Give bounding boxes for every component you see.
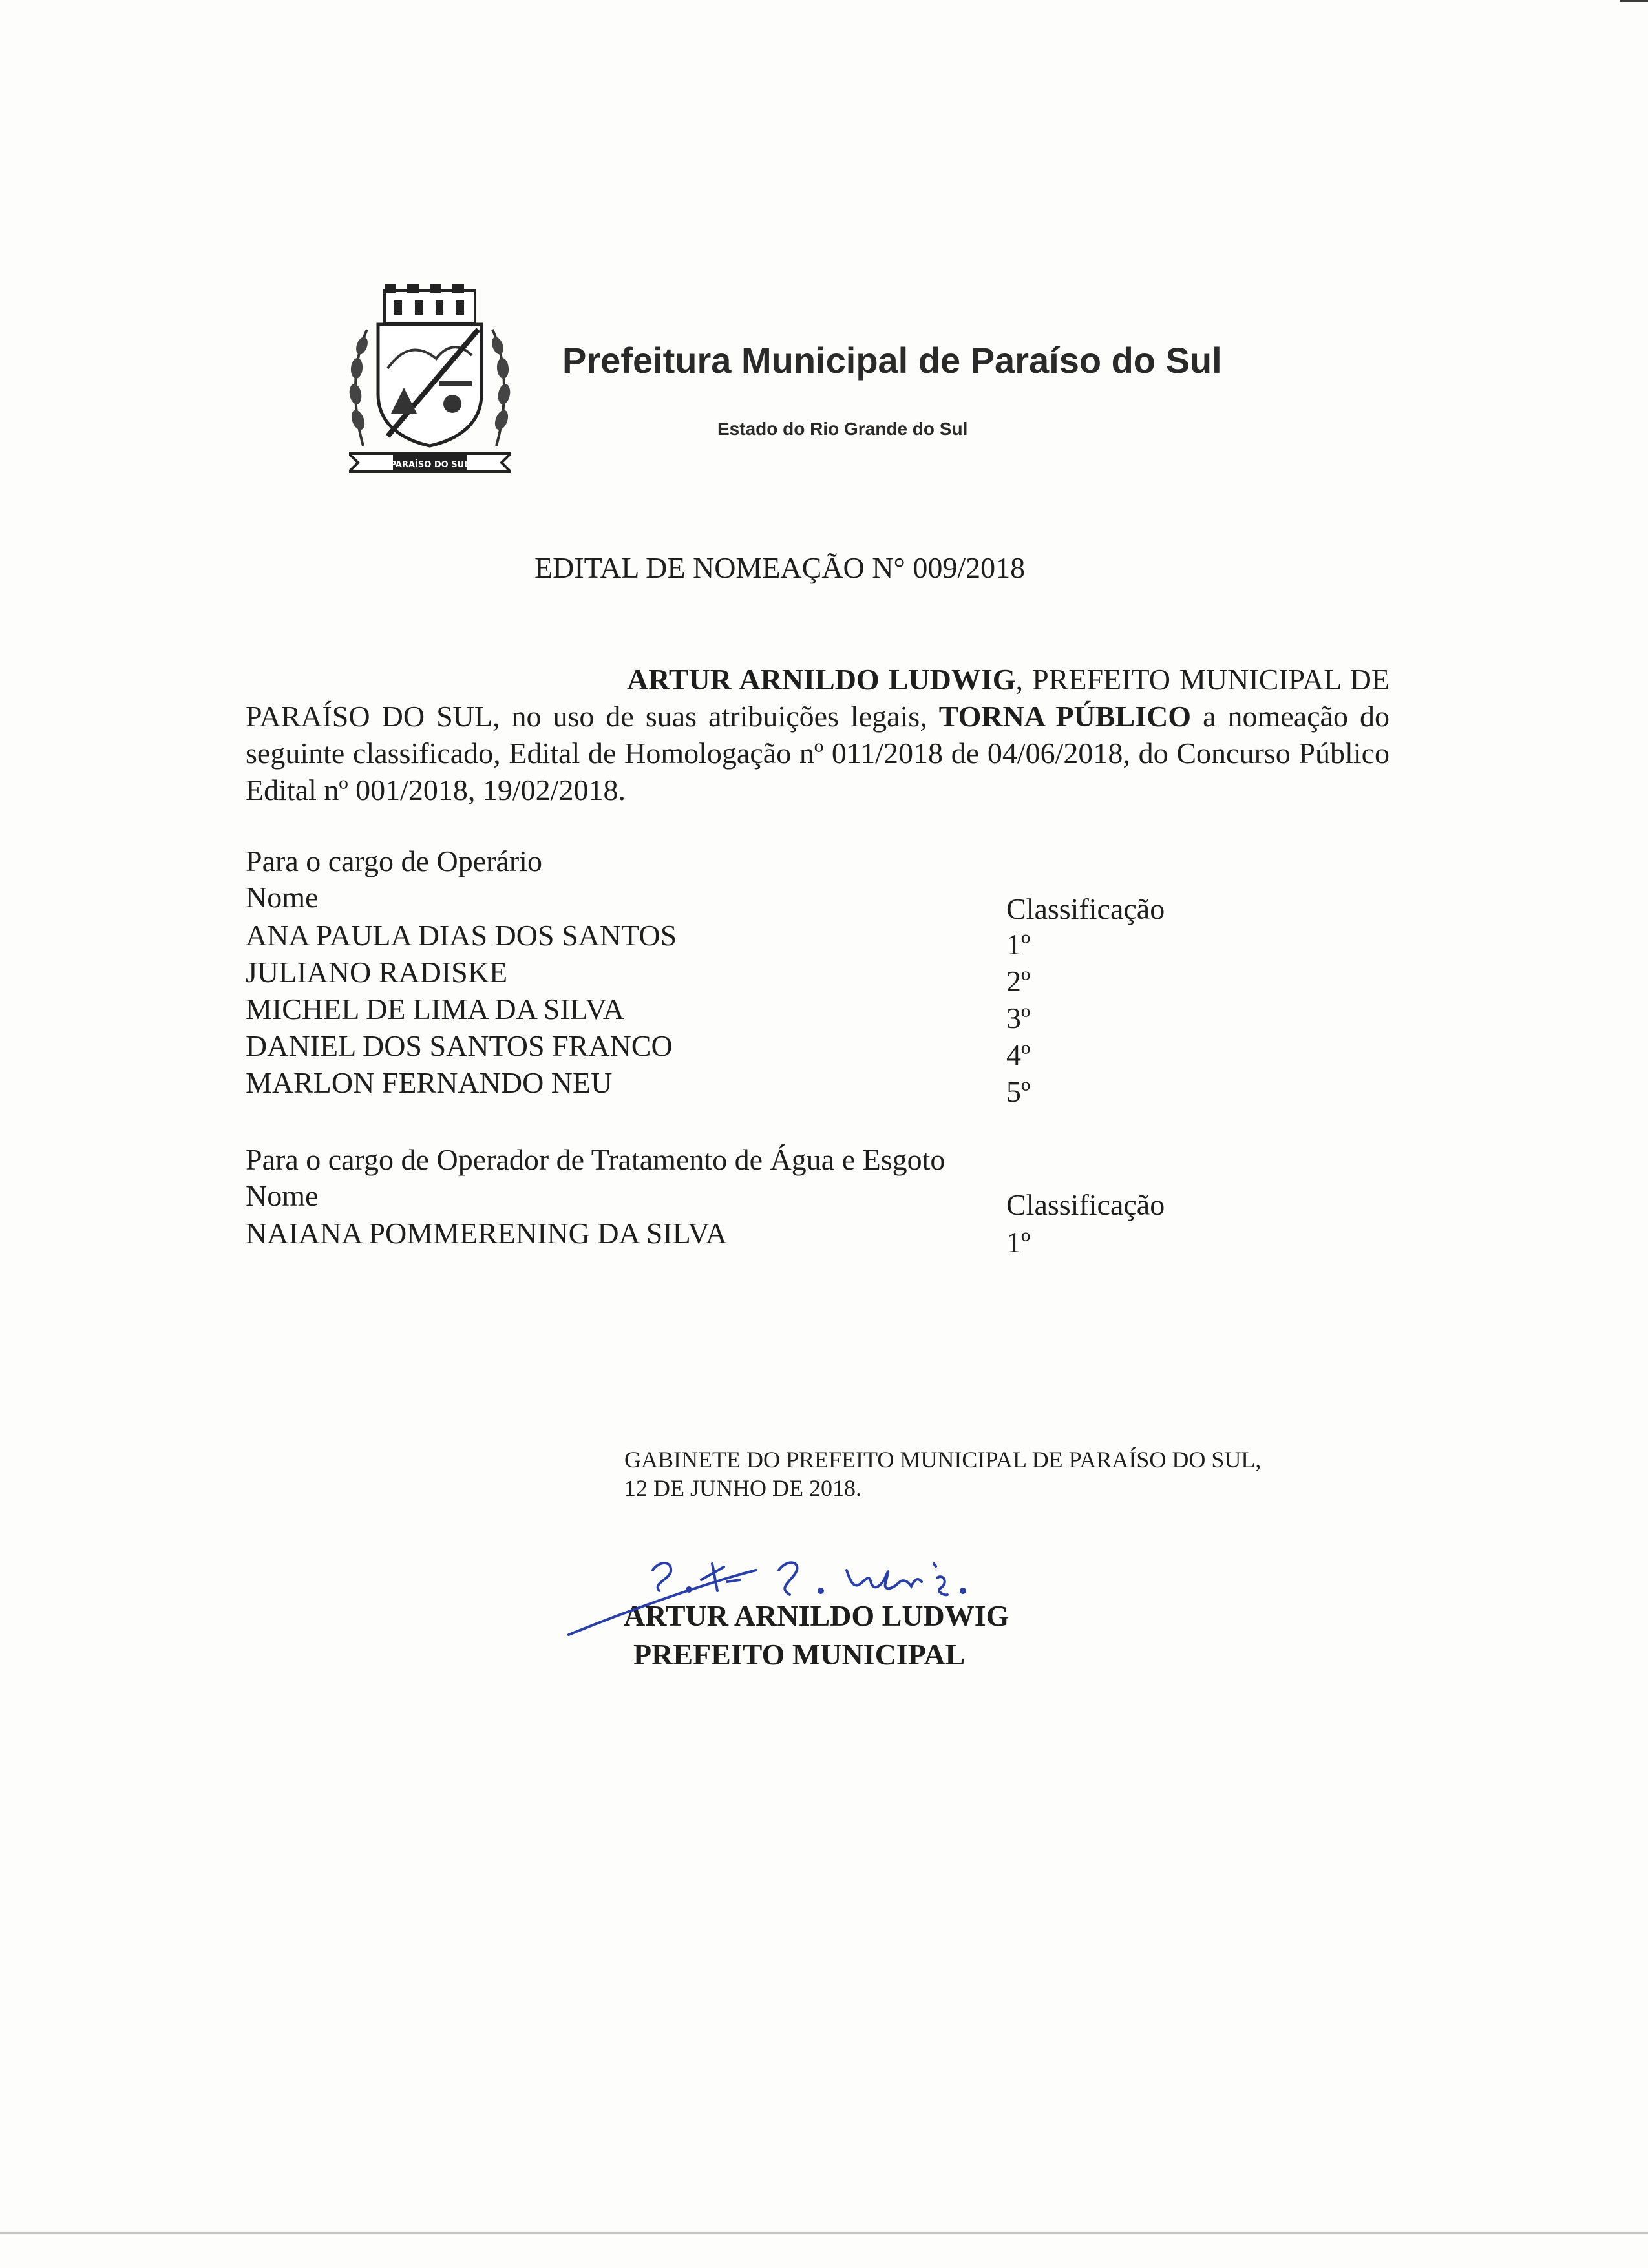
organization-state: Estado do Rio Grande do Sul [717,419,968,439]
municipal-crest-icon [349,284,511,478]
table-row-rank: 3º [1006,1002,1031,1034]
column-header-classification: Classificação [1006,892,1165,925]
section-heading: Para o cargo de Operário [246,845,542,877]
intro-emphasis: TORNA PÚBLICO [938,700,1192,733]
column-header-name: Nome [246,1179,319,1212]
section-heading: Para o cargo de Operador de Tratamento de Água e Esgoto [246,1143,945,1176]
signer-name: ARTUR ARNILDO LUDWIG [624,1599,1009,1632]
closing-line-1: GABINETE DO PREFEITO MUNICIPAL DE PARAÍSO DO SUL, [624,1447,1262,1473]
table-row-name: ANA PAULA DIAS DOS SANTOS [246,919,677,952]
intro-text-2: a nomeação do seguinte classificado, Edital de Homologação nº 011/2018 de 04/06/2018, do Concurso Público Edital nº 001/2018, 19/02/2018. [246,700,1389,806]
table-row-rank: 2º [1006,965,1031,998]
table-row-rank: 4º [1006,1038,1031,1071]
document-title: EDITAL DE NOMEAÇÃO N° 009/2018 [534,551,1026,584]
table-row-name: DANIEL DOS SANTOS FRANCO [246,1029,673,1062]
table-row-name: NAIANA POMMERENING DA SILVA [246,1217,728,1250]
intro-paragraph [246,661,1389,808]
table-row-rank: 5º [1006,1075,1031,1108]
table-row-name: MARLON FERNANDO NEU [246,1066,613,1099]
crest-motto: PARAÍSO DO SUL [390,460,470,470]
scan-edge-line [0,2232,1648,2234]
table-row-rank: 1º [1006,1226,1031,1259]
table-row-name: MICHEL DE LIMA DA SILVA [246,992,625,1025]
organization-name: Prefeitura Municipal de Paraíso do Sul [562,340,1222,381]
intro-text-1: , PREFEITO MUNICIPAL DE PARAÍSO DO SUL, no uso de suas atribuições legais, [246,663,1389,733]
table-row-rank: 1º [1006,928,1031,961]
scan-corner-mark [1620,0,1648,2]
closing-line-2: 12 DE JUNHO DE 2018. [624,1475,861,1501]
table-row-name: JULIANO RADISKE [246,956,508,989]
mayor-name: ARTUR ARNILDO LUDWIG [627,663,1016,696]
column-header-name: Nome [246,881,319,914]
handwritten-signature-icon [562,1544,1053,1648]
column-header-classification: Classificação [1006,1188,1165,1221]
signer-role: PREFEITO MUNICIPAL [633,1638,966,1671]
